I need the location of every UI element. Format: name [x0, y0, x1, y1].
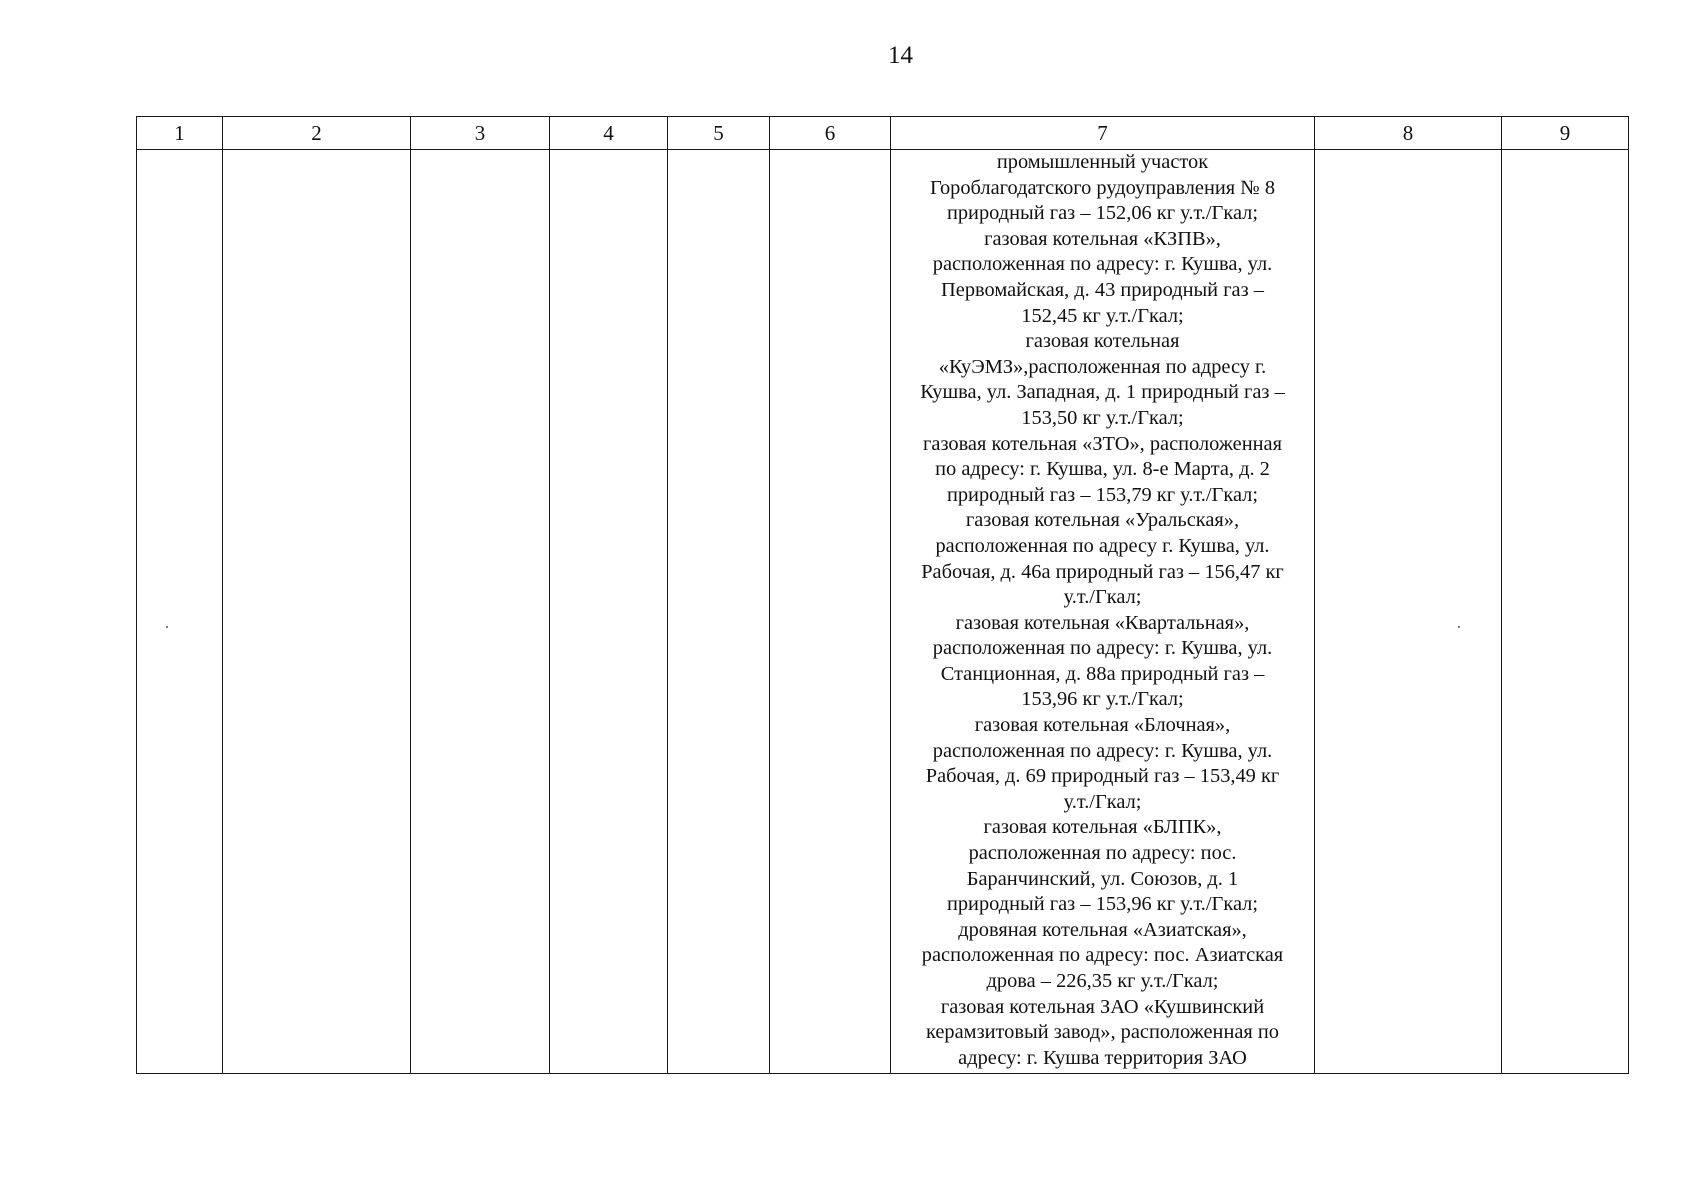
- column-header-2: 2: [223, 117, 411, 150]
- header-row: [137, 117, 1629, 150]
- cell-text-line: газовая котельная: [1025, 330, 1180, 353]
- column-header-8: 8: [1315, 117, 1502, 150]
- cell-text-line: газовая котельная «КЗПВ»,: [984, 227, 1221, 250]
- cell-text-line: природный газ – 153,96 кг у.т./Гкал;: [946, 893, 1259, 916]
- cell-text-line: Гороблагодатского рудоуправления № 8: [929, 176, 1276, 199]
- cell-text-line: промышленный участок: [996, 151, 1209, 173]
- cell-col-5: [668, 150, 770, 1074]
- cell-text-line: Рабочая, д. 69 природный газ – 153,49 кг: [925, 765, 1280, 788]
- column-header-4: 4: [550, 117, 668, 150]
- cell-text-line: расположенная по адресу: г. Кушва, ул.: [932, 253, 1273, 276]
- cell-col-8: [1315, 150, 1502, 1074]
- cell-col-4: [550, 150, 668, 1074]
- cell-text-line: 153,50 кг у.т./Гкал;: [1021, 406, 1184, 429]
- cell-text-line: природный газ – 153,79 кг у.т./Гкал;: [946, 483, 1259, 506]
- cell-text-line: расположенная по адресу: г. Кушва, ул.: [932, 637, 1273, 660]
- cell-text-line: газовая котельная «Блочная»,: [974, 714, 1231, 737]
- scan-speck: [166, 626, 168, 628]
- column-header-7: 7: [891, 117, 1315, 150]
- cell-text-line: Рабочая, д. 46а природный газ – 156,47 кг: [921, 560, 1284, 583]
- page-number: 14: [888, 42, 913, 69]
- cell-col-2: [223, 150, 411, 1074]
- cell-text-line: Кушва, ул. Западная, д. 1 природный газ –: [920, 381, 1285, 404]
- cell-text-line: расположенная по адресу г. Кушва, ул.: [935, 534, 1270, 557]
- cell-text-line: у.т./Гкал;: [1063, 586, 1142, 609]
- column-header-1: 1: [137, 117, 223, 150]
- cell-text-line: по адресу: г. Кушва, ул. 8-е Марта, д. 2: [935, 458, 1270, 481]
- cell-text-line: Первомайская, д. 43 природный газ –: [941, 278, 1264, 301]
- cell-text-line: дровяная котельная «Азиатская»,: [958, 918, 1247, 941]
- scan-speck: [1458, 626, 1460, 628]
- cell-text-line: природный газ – 152,06 кг у.т./Гкал;: [946, 202, 1259, 225]
- cell-text-line: 152,45 кг у.т./Гкал;: [1021, 304, 1184, 327]
- column-header-9: 9: [1502, 117, 1629, 150]
- cell-text-line: расположенная по адресу: г. Кушва, ул.: [932, 739, 1273, 762]
- cell-text-line: 153,96 кг у.т./Гкал;: [1021, 688, 1184, 711]
- column-header-3: 3: [411, 117, 550, 150]
- cell-text-line: «КуЭМЗ»,расположенная по адресу г.: [938, 355, 1267, 378]
- cell-text-line: дрова – 226,35 кг у.т./Гкал;: [986, 970, 1219, 992]
- column-header-5: 5: [668, 117, 770, 150]
- cell-text-line: газовая котельная «Квартальная»,: [955, 611, 1250, 634]
- cell-col-3: [411, 150, 550, 1074]
- cell-text-line: газовая котельная «ЗТО», расположенная: [923, 432, 1282, 455]
- cell-text-line: керамзитовый завод», расположенная по: [925, 1021, 1280, 1044]
- cell-text-line: расположенная по адресу: пос. Азиатская: [921, 944, 1284, 967]
- cell-col-1: [137, 150, 223, 1074]
- cell-text-line: газовая котельная ЗАО «Кушвинский: [940, 995, 1265, 1018]
- column-header-6: 6: [770, 117, 891, 150]
- cell-text-line: Станционная, д. 88а природный газ –: [940, 662, 1265, 685]
- cell-text-line: газовая котельная «Уральская»,: [965, 509, 1240, 532]
- cell-col-7-boiler-list: [891, 150, 1315, 1074]
- cell-text-line: газовая котельная «БЛПК»,: [983, 816, 1222, 839]
- table-row: [137, 150, 1629, 1074]
- cell-text-line: расположенная по адресу: пос.: [968, 842, 1237, 865]
- cell-col-6: [770, 150, 891, 1074]
- cell-col-9: [1502, 150, 1629, 1074]
- cell-text-line: у.т./Гкал;: [1063, 790, 1142, 813]
- cell-text-line: адресу: г. Кушва территория ЗАО: [958, 1046, 1247, 1069]
- data-table: [136, 116, 1629, 1074]
- cell-text-line: Баранчинский, ул. Союзов, д. 1: [966, 867, 1239, 890]
